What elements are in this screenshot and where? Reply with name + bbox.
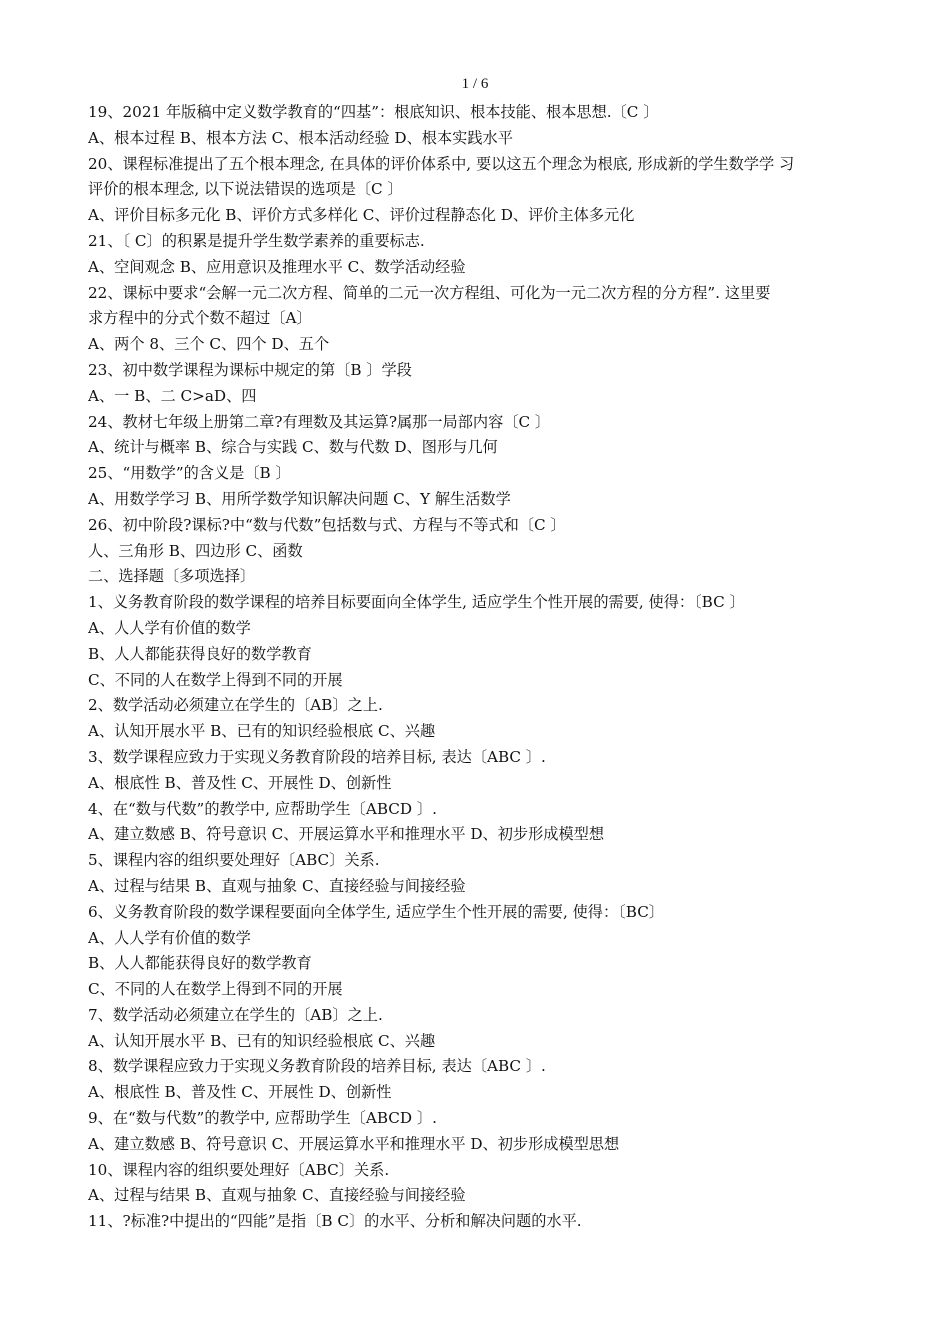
text-line: C、不同的人在数学上得到不同的开展: [88, 980, 343, 999]
text-line: A、认知开展水平 B、已有的知识经验根底 C、兴趣: [88, 722, 436, 741]
text-line: A、根底性 B、普及性 C、开展性 D、创新性: [88, 1083, 392, 1102]
text-line: 1、义务教育阶段的数学课程的培养目标要面向全体学生, 适应学生个性开展的需要, 使得：〔BC 〕: [88, 593, 745, 612]
text-line: A、统计与概率 B、综合与实践 C、数与代数 D、图形与几何: [88, 438, 498, 457]
text-line: A、用数学学习 B、用所学数学知识解决问题 C、Y 解生活数学: [88, 489, 511, 508]
text-line: A、评价目标多元化 B、评价方式多样化 C、评价过程静态化 D、评价主体多元化: [88, 206, 635, 225]
text-line: A、根底性 B、普及性 C、开展性 D、创新性: [88, 773, 392, 792]
text-line: 二、选择题〔多项选择〕: [88, 567, 256, 586]
text-line: 23、初中数学课程为课标中规定的第〔B 〕学段: [88, 360, 412, 379]
text-line: 4、在“数与代数”的教学中, 应帮助学生〔ABCD 〕.: [88, 799, 437, 818]
document-body: [88, 100, 868, 1235]
text-line: 人、三角形 B、四边形 C、函数: [88, 541, 303, 560]
text-line: 19、2021 年版稿中定义数学教育的“四基”：根底知识、根本技能、根本思想.〔C 〕: [88, 103, 659, 121]
text-line: 8、数学课程应致力于实现义务教育阶段的培养目标, 表达〔ABC 〕.: [88, 1057, 546, 1076]
text-line: 11、?标准?中提出的“四能”是指〔B C〕的水平、分析和解决问题的水平.: [88, 1212, 582, 1231]
text-line: A、建立数感 B、符号意识 C、开展运算水平和推理水平 D、初步形成模型思想: [88, 1134, 620, 1153]
text-line: A、两个 8、三个 C、四个 D、五个: [88, 335, 330, 354]
text-line: 6、义务教育阶段的数学课程要面向全体学生, 适应学生个性开展的需要, 使得：〔BC〕: [88, 902, 664, 921]
text-line: A、人人学有价值的数学: [88, 928, 251, 947]
text-line: 25、“用数学”的含义是〔B 〕: [88, 464, 291, 483]
page-number: 1 / 6: [461, 76, 489, 92]
text-line: 22、课标中要求“会解一元二次方程、简单的二元一次方程组、可化为一元二次方程的分方程”. 这里要: [88, 283, 771, 302]
text-line: 21、〔 C〕的积累是提升学生数学素养的重要标志.: [88, 231, 425, 250]
text-line: A、空间观念 B、应用意识及推理水平 C、数学活动经验: [88, 257, 466, 276]
text-line: 评价的根本理念, 以下说法错误的选项是〔C 〕: [88, 180, 403, 199]
text-line: 20、课程标准提出了五个根本理念, 在具体的评价体系中, 要以这五个理念为根底, 形成新的学生数学学 习: [88, 154, 795, 173]
text-line: 26、初中阶段?课标?中“数与代数”包括数与式、方程与不等式和〔C 〕: [88, 515, 566, 534]
text-line: A、建立数感 B、符号意识 C、开展运算水平和推理水平 D、初步形成模型想: [88, 825, 605, 844]
text-line: B、人人都能获得良好的数学教育: [88, 954, 312, 973]
text-line: A、根本过程 B、根本方法 C、根本活动经验 D、根本实践水平: [88, 128, 513, 147]
text-line: 10、课程内容的组织要处理好〔ABC〕关系.: [88, 1160, 390, 1179]
text-line: 24、教材七年级上册第二章?有理数及其运算?属那一局部内容〔C 〕: [88, 412, 551, 431]
text-line: 求方程中的分式个数不超过〔A〕: [88, 309, 312, 328]
text-line: 3、数学课程应致力于实现义务教育阶段的培养目标, 表达〔ABC 〕.: [88, 747, 546, 766]
text-line: A、过程与结果 B、直观与抽象 C、直接经验与间接经验: [88, 1186, 466, 1205]
text-line: A、一 B、二 C>aD、四: [88, 386, 257, 405]
text-line: 2、数学活动必须建立在学生的〔AB〕之上.: [88, 696, 383, 715]
text-line: A、认知开展水平 B、已有的知识经验根底 C、兴趣: [88, 1031, 436, 1050]
text-line: C、不同的人在数学上得到不同的开展: [88, 670, 343, 689]
text-line: A、过程与结果 B、直观与抽象 C、直接经验与间接经验: [88, 876, 466, 895]
text-line: A、人人学有价值的数学: [88, 618, 251, 637]
text-line: 7、数学活动必须建立在学生的〔AB〕之上.: [88, 1005, 383, 1024]
text-line: 5、课程内容的组织要处理好〔ABC〕关系.: [88, 851, 380, 870]
text-line: 9、在“数与代数”的教学中, 应帮助学生〔ABCD 〕.: [88, 1109, 437, 1128]
text-line: B、人人都能获得良好的数学教育: [88, 644, 312, 663]
